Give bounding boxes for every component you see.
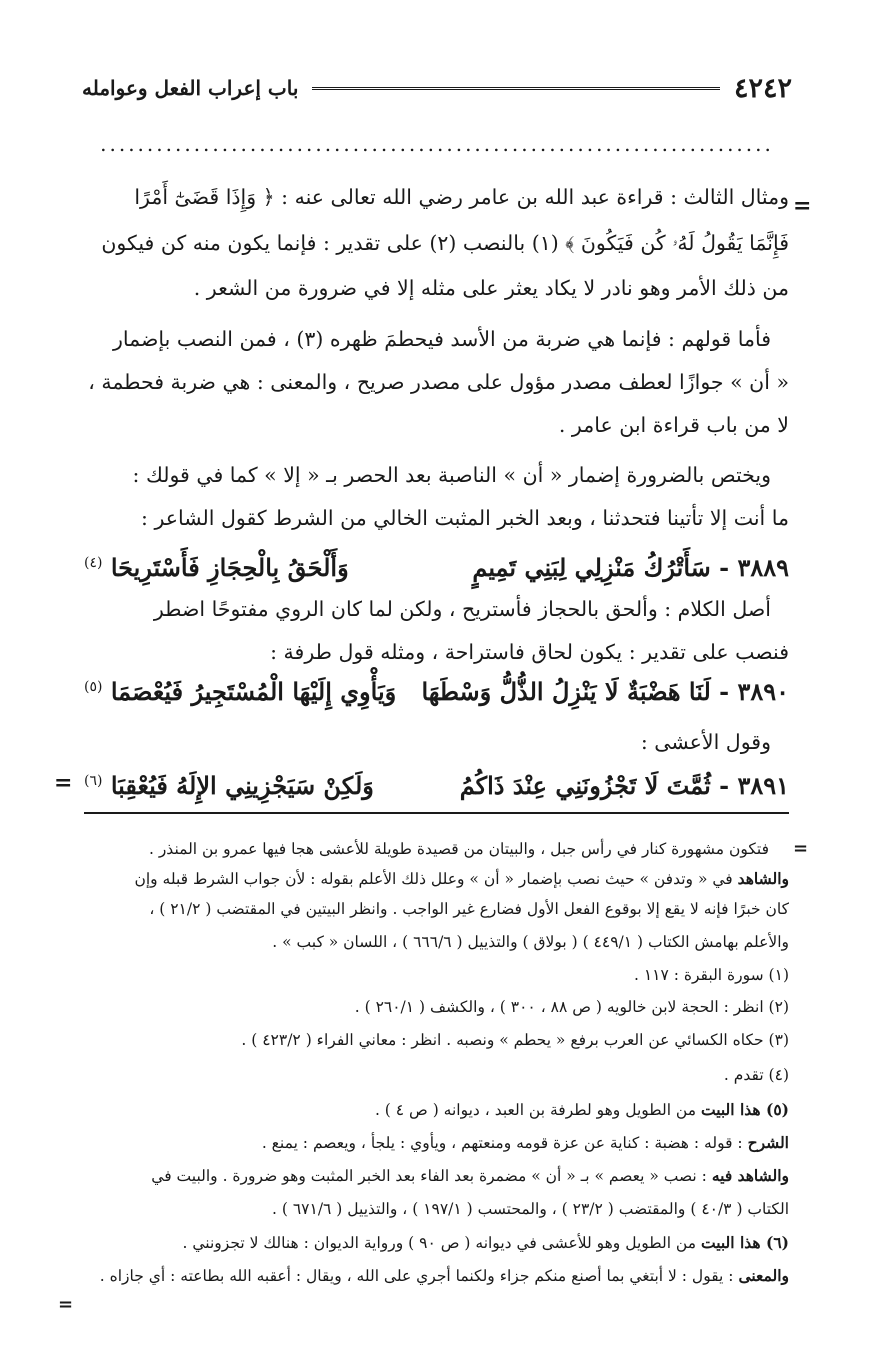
body-line: أصل الكلام : وألحق بالحجاز فأستريح ، ولكن لما كان الروي مفتوحًا اضطر [153, 597, 771, 621]
footnote-label: (٥) هذا البيت [700, 1100, 789, 1119]
body-line: ما أنت إلا تأتينا فتحدثنا ، وبعد الخبر المثبت الخالي من الشرط كقول الشاعر : [141, 506, 789, 530]
footnote-label: والمعنى [738, 1266, 789, 1285]
body-line: « أن » جوازًا لعطف مصدر مؤول على مصدر صريح ، والمعنى : هي ضربة فحطمة ، [88, 370, 789, 394]
page-number: ٤٢٤٢ [733, 72, 792, 104]
verse-first-hemistich: ٣٨٨٩ - سَأَتْرُكُ مَنْزِلِي لِبَنِي تَمِيمٍ [472, 552, 789, 582]
footnote-line [72, 1263, 789, 1289]
running-title: باب إعراب الفعل وعوامله [82, 76, 299, 100]
footnote-text: (٢) انظر : الحجة لابن خالويه ( ص ٨٨ ، ٣٠٠ ) ، والكشف ( ٢٦٠/١ ) . [354, 998, 789, 1016]
footnote-text: (٤) تقدم . [723, 1066, 789, 1084]
footnote-ref: (٦) [84, 772, 103, 789]
footnote-line [72, 866, 789, 892]
body-line: لا من باب قراءة ابن عامر . [558, 413, 789, 437]
footnote-line [72, 1163, 789, 1189]
verse-underline [84, 812, 789, 814]
footnote-text: الكتاب ( ٤٠/٣ ) والمقتضب ( ٢٣/٢ ) ، والمحتسب ( ١٩٧/١ ) ، والتذييل ( ٦٧١/٦ ) . [272, 1200, 789, 1218]
verse-second-text: وَأَلْحَقُ بِالْحِجَازِ فَأَسْتَرِيحَا [110, 552, 349, 582]
body-line: فَإِنَّمَا يَقُولُ لَهُۥ كُن فَيَكُونَ ﴾ (١) بالنصب (٢) على تقدير : فإنما يكون منه كن فيكون [101, 231, 789, 255]
body-line: وقول الأعشى : [640, 730, 771, 754]
verse-first-hemistich: ٣٨٩١ - ثُمَّتَ لَا تَجْزُونَنِي عِنْدَ ذَاكُمُ [459, 770, 789, 800]
footnote-text: (٣) حكاه الكسائي عن العرب برفع « يحطم » ونصبه . انظر : معاني الفراء ( ٤٢٣/٢ ) . [241, 1031, 789, 1049]
footnote-text: في « وتدفن » حيث نصب بإضمار « أن » وعلل ذلك الأعلم بقوله : لأن جواب الشرط قبله وإن [134, 870, 738, 888]
footnote-line [72, 1196, 789, 1222]
continuation-mark-top: = [793, 193, 812, 219]
footnote-line [72, 962, 789, 988]
footnote-line [72, 929, 789, 955]
body-line: فأما قولهم : فإنما هي ضربة من الأسد فيحطمَ ظهره (٣) ، فمن النصب بإضمار [113, 327, 771, 351]
footnote-text: (١) سورة البقرة : ١١٧ . [633, 966, 789, 984]
header-rule [312, 87, 720, 90]
footnote-text: : قوله : هضبة : كناية عن عزة قومه ومنعتهم ، ويأوي : يلجأ ، ويعصم : يمنع . [261, 1134, 748, 1152]
body-line: ويختص بالضرورة إضمار « أن » الناصبة بعد الحصر بـ « إلا » كما في قولك : [132, 463, 771, 487]
footnote-line [72, 1097, 789, 1123]
footnote-text: كان خبرًا فإنه لا يقع إلا بوقوع الفعل الأول فضارع غير الواجب . وانظر البيتين في المقتضب ( ٢١/٢ ) ، [149, 900, 789, 918]
footnote-text: : يقول : لا أبتغي بما أصنع منكم جزاء ولكنما أجري على الله ، ويقال : أعقبه الله بطاعته : أي جازاه . [99, 1267, 739, 1285]
body-line: ومثال الثالث : قراءة عبد الله بن عامر رضي الله تعالى عنه : ﴿ وَإِذَا قَضَىٰٓ أَمْرًا [134, 185, 789, 209]
verse-second-hemistich [84, 553, 349, 582]
continuation-mark-footnote: = [793, 838, 809, 859]
footnote-line [72, 1062, 789, 1088]
verse-second-text: وَيَأْوِي إِلَيْهَا الْمُسْتَجِيرُ فَيُعْصَمَا [110, 676, 397, 706]
running-header [82, 70, 792, 106]
verse-first-hemistich: ٣٨٩٠ - لَنَا هَضْبَةٌ لَا يَنْزِلُ الذُّلُّ وَسْطَهَا [421, 676, 789, 706]
footnote-label: والشاهد [737, 869, 789, 888]
verse-3891 [84, 763, 789, 807]
footnote-line [72, 836, 769, 862]
verse-second-hemistich [84, 677, 396, 706]
body-line: من ذلك الأمر وهو نادر لا يكاد يعثر على مثله إلا في ضرورة من الشعر . [193, 276, 789, 300]
footnote-text: من الطويل وهو للأعشى في ديوانه ( ص ٩٠ ) ورواية الديوان : هنالك لا تجزونني . [182, 1234, 701, 1252]
verse-second-text: وَلَكِنْ سَيَجْزِينِي الإِلَهُ فَيُعْقِبَا [110, 770, 374, 800]
footnote-ref: (٤) [84, 554, 103, 571]
footnote-line [72, 1230, 789, 1256]
footnote-line [72, 1130, 789, 1156]
footnote-line [72, 896, 789, 922]
footnote-text: والأعلم بهامش الكتاب ( ٤٤٩/١ ) ( بولاق ) والتذييل ( ٦٦٦/٦ ) ، اللسان « كبب » . [272, 933, 789, 951]
body-line: فنصب على تقدير : يكون لحاق فاستراحة ، ومثله قول طرفة : [270, 640, 789, 664]
footnote-label: (٦) هذا البيت [700, 1233, 789, 1252]
verse-3889 [84, 545, 789, 589]
footnote-line [72, 994, 789, 1020]
footnote-text: من الطويل وهو لطرفة بن العبد ، ديوانه ( ص ٤ ) . [374, 1101, 701, 1119]
footnote-text: فتكون مشهورة كنار في رأس جبل ، والبيتان من قصيدة طويلة للأعشى هجا فيها عمرو بن المنذر . [148, 840, 769, 858]
footnote-label: الشرح [747, 1133, 789, 1152]
footnote-line [72, 1027, 789, 1053]
verse-3890 [84, 669, 789, 713]
footnote-text: : نصب « يعصم » بـ « أن » مضمرة بعد الفاء بعد الخبر المثبت وهو ضرورة . والبيت في [151, 1167, 712, 1185]
continuation-mark-bottom: = [58, 1294, 74, 1315]
footnote-label: والشاهد فيه [711, 1166, 789, 1185]
verse-second-hemistich [84, 771, 374, 800]
footnote-ref: (٥) [84, 678, 103, 695]
dotted-separator: ........................................................................ [100, 134, 774, 154]
continuation-mark-verse: = [54, 770, 73, 796]
